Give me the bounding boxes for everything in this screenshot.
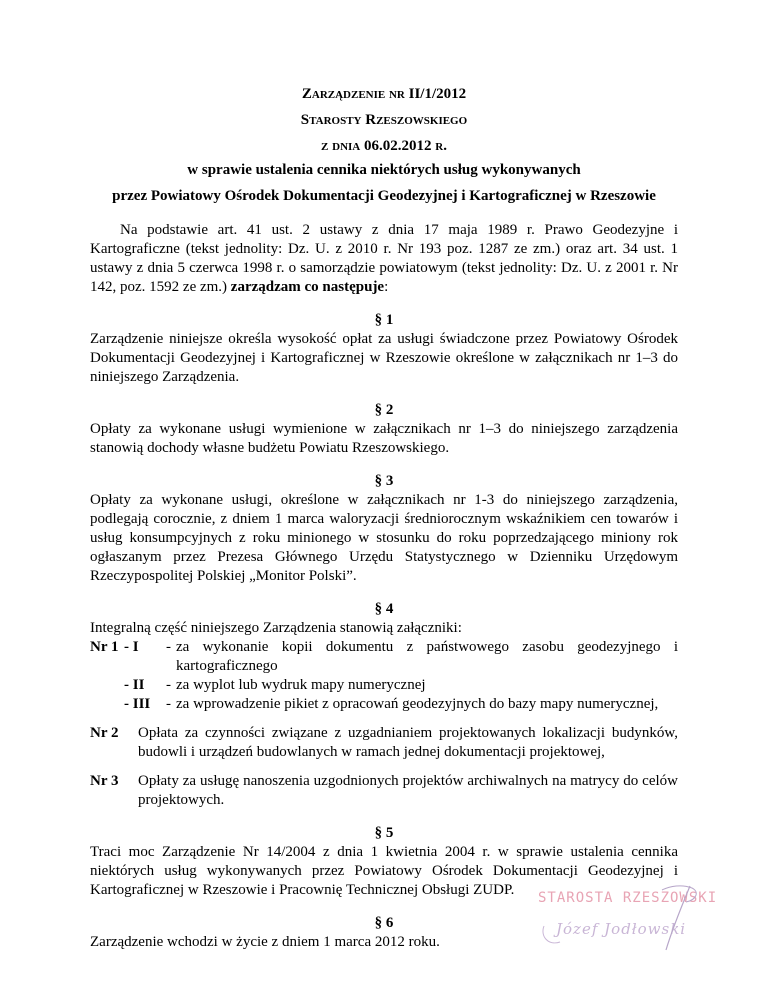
annex-nr1-item-1: Nr 1 - I - za wykonanie kopii dokumentu z państwowego zasobu geodezyjnego i kartograficznego — [90, 639, 678, 674]
annex-nr3-text: Opłaty za usługę nanoszenia uzgodnionych projektów archiwalnych na matrycy do celów projektowych. — [138, 773, 678, 808]
header-title: Zarządzenie nr II/1/2012 — [301, 86, 467, 102]
header-subject-1: w sprawie ustalenia cennika niektórych usług wykonywanych — [187, 162, 581, 178]
section-3-text: Opłaty za wykonane usługi, określone w załącznikach nr 1-3 do niniejszego zarządzenia, podlegają corocznie, z dniem 1 marca waloryzacji średniorocznym wskaźnikiem cen towarów i usług konsumpcyjnych z roku minionego w stosunku do roku poprzedzającego miniony rok ogłaszanym przez Prezesa Głównego Urzędu Statystycznego w Dzienniku Urzędowym Rzeczypospolitej Polskiej „Monitor Polski”. — [90, 492, 678, 584]
header-issuer: Starosty Rzeszowskiego — [300, 112, 468, 128]
intro-end: : — [384, 279, 389, 295]
section-4-text: Integralną część niniejszego Zarządzenia stanowią załączniki: — [90, 620, 462, 636]
annex-nr3-label: Nr 3 — [90, 773, 119, 789]
stamp-name: Józef Jodłowski — [556, 920, 687, 938]
intro-text: Na podstawie art. 41 ust. 2 ustawy z dnia 17 maja 1989 r. Prawo Geodezyjne i Kartograficzne (tekst jednolity: Dz. U. z 2010 r. Nr 193 poz. 1287 ze zm.) oraz art. 34 ust. 1 ustawy z dnia 5 czerwca 1998 r. o samorządzie powiatowym (tekst jednolity: Dz. U. z 2001 r. Nr 142, poz. 1592 ze zm.) — [90, 222, 678, 295]
annex-sub-text: za wykonanie kopii dokumentu z państwowego zasobu geodezyjnego i kartograficznego — [176, 639, 678, 674]
annex-nr2-text: Opłata za czynności związane z uzgadnianiem projektowanych lokalizacji budynków, budowli i urządzeń budowlanych w ramach jednej dokumentacji projektowej, — [138, 725, 678, 760]
document-page — [90, 84, 678, 952]
annex-sub-label: - III — [124, 696, 151, 712]
section-3-title: § 3 — [374, 473, 394, 489]
header-subject-2: przez Powiatowy Ośrodek Dokumentacji Geodezyjnej i Kartograficznej w Rzeszowie — [112, 188, 656, 204]
section-2-title: § 2 — [374, 402, 394, 418]
header-date: z dnia 06.02.2012 r. — [321, 138, 447, 154]
section-6-title: § 6 — [374, 915, 394, 931]
section-4-title: § 4 — [374, 601, 394, 617]
stamp-title: STAROSTA RZESZOWSKI — [538, 890, 718, 906]
intro-bold: zarządzam co następuje — [230, 279, 385, 295]
annex-nr2 — [90, 724, 678, 762]
section-1-title: § 1 — [374, 312, 394, 328]
intro-paragraph — [90, 221, 678, 297]
annex-nr1-label: Nr 1 — [90, 639, 119, 655]
annex-sub-text: za wyplot lub wydruk mapy numerycznej — [176, 677, 426, 693]
annex-list — [90, 638, 678, 714]
section-5-title: § 5 — [374, 825, 394, 841]
section-5-text: Traci moc Zarządzenie Nr 14/2004 z dnia 1 kwietnia 2004 r. w sprawie ustalenia cennika niektórych usług wykonywanych przez Powiatowy Ośrodek Dokumentacji Geodezyjnej i Kartograficznej w Rzeszowie i Pracownię Technicznej Obsługi ZUDP. — [90, 844, 678, 898]
annex-sub-text: za wprowadzenie pikiet z opracowań geodezyjnych do bazy mapy numerycznej, — [176, 696, 659, 712]
annex-sub-label: - I — [124, 639, 139, 655]
signature-scribble — [540, 880, 720, 960]
section-1-text: Zarządzenie niniejsze określa wysokość opłat za usługi świadczone przez Powiatowy Ośrodek Dokumentacji Geodezyjnej i Kartograficznej w Rzeszowie określone w załącznikach nr 1–3 do niniejszego Zarządzenia. — [90, 331, 678, 385]
annex-nr1-item-2: - II - za wyplot lub wydruk mapy numerycznej — [90, 676, 678, 695]
annex-nr1-item-3: - III - za wprowadzenie pikiet z opracowań geodezyjnych do bazy mapy numerycznej, — [90, 695, 678, 714]
annex-nr2-label: Nr 2 — [90, 725, 119, 741]
document-header — [90, 84, 678, 206]
annex-sub-label: - II — [124, 677, 145, 693]
section-2-text: Opłaty za wykonane usługi wymienione w załącznikach nr 1–3 do niniejszego zarządzenia stanowią dochody własne budżetu Powiatu Rzeszowskiego. — [90, 421, 678, 456]
section-6-text: Zarządzenie wchodzi w życie z dniem 1 marca 2012 roku. — [90, 934, 440, 950]
annex-nr3 — [90, 772, 678, 810]
